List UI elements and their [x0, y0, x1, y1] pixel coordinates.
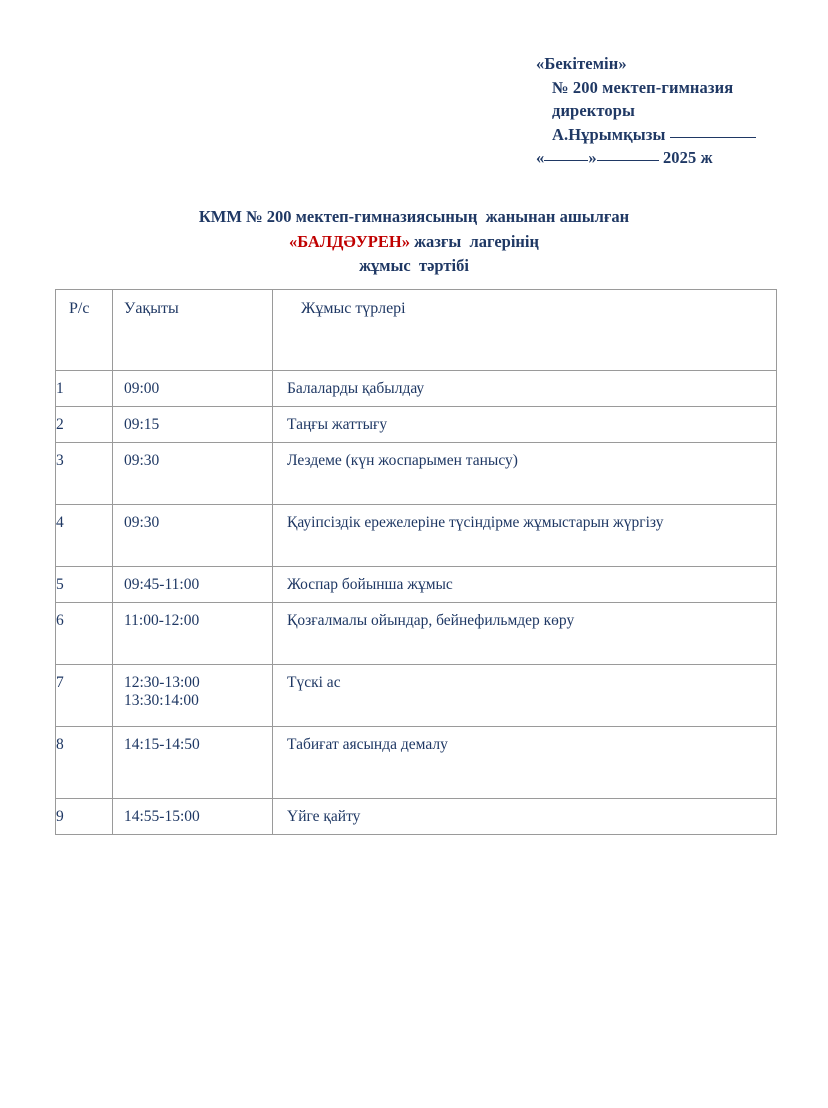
row-work-cell: [273, 727, 777, 799]
row-work: Лездеме (күн жоспарымен танысу): [287, 452, 518, 469]
column-header-work: [273, 290, 777, 371]
table-row: [56, 799, 777, 835]
row-time: 09:15: [124, 416, 160, 433]
table-row: [56, 407, 777, 443]
row-time-secondary: 13:30:14:00: [124, 692, 199, 709]
row-time: 11:00-12:00: [124, 612, 200, 629]
column-header-time-label: Уақыты: [124, 300, 179, 317]
column-header-work-label: Жұмыс түрлері: [301, 300, 406, 317]
row-work-cell: [273, 407, 777, 443]
row-work: Қозғалмалы ойындар, бейнефильмдер көру: [287, 612, 575, 629]
table-header-row: [56, 290, 777, 371]
row-time-cell: [113, 407, 273, 443]
row-number: 4: [56, 514, 64, 531]
row-work-cell: [273, 799, 777, 835]
date-quote-open: «: [536, 148, 545, 167]
row-number-cell: [56, 443, 113, 505]
row-time: 09:30: [124, 514, 160, 531]
table-header: [56, 290, 777, 371]
row-work: Табиғат аясында демалу: [287, 736, 448, 753]
row-time-cell: [113, 371, 273, 407]
row-work-cell: [273, 665, 777, 727]
row-work: Қауіпсіздік ережелеріне түсіндірме жұмыстарын жүргізу: [287, 514, 664, 531]
row-time: 09:00: [124, 380, 160, 397]
row-number: 6: [56, 612, 64, 629]
row-time-cell: [113, 727, 273, 799]
camp-name-suffix: жазғы лагерінің: [409, 231, 540, 251]
column-header-no-label: Р/с: [69, 300, 90, 317]
row-number: 5: [56, 576, 64, 593]
row-number-cell: [56, 603, 113, 665]
row-number: 9: [56, 808, 64, 825]
row-number-cell: [56, 567, 113, 603]
row-time-cell: [113, 567, 273, 603]
row-number: 7: [56, 674, 64, 691]
row-time-cell: [113, 505, 273, 567]
row-work: Түскі ас: [287, 674, 341, 691]
title-line-2: [0, 230, 828, 255]
approval-signatory-name: А.Нұрымқызы: [552, 124, 666, 144]
row-number-cell: [56, 799, 113, 835]
row-work: Жоспар бойынша жұмыс: [287, 576, 453, 593]
date-quote-close: »: [588, 148, 597, 167]
table-row: [56, 505, 777, 567]
date-year: 2025 ж: [662, 148, 713, 167]
title-line-3: жұмыс тәртібі: [359, 256, 469, 275]
row-time-cell: [113, 665, 273, 727]
row-number-cell: [56, 665, 113, 727]
approval-block: [536, 52, 826, 170]
row-time: 09:45-11:00: [124, 576, 200, 593]
row-number-cell: [56, 407, 113, 443]
table-row: [56, 727, 777, 799]
table-row: [56, 567, 777, 603]
row-time: 09:30: [124, 452, 160, 469]
row-time: 14:15-14:50: [124, 736, 200, 753]
row-work-cell: [273, 371, 777, 407]
approval-line-date: [536, 146, 826, 170]
row-time: [113, 665, 272, 710]
row-number: 8: [56, 736, 64, 753]
row-work: Балаларды қабылдау: [287, 380, 425, 397]
row-number-cell: [56, 727, 113, 799]
schedule-table: [55, 289, 777, 835]
row-number: 2: [56, 416, 64, 433]
row-work: Таңғы жаттығу: [287, 416, 388, 433]
row-time-cell: [113, 443, 273, 505]
row-time-cell: [113, 799, 273, 835]
row-work-cell: [273, 567, 777, 603]
row-time-cell: [113, 603, 273, 665]
signature-blank-line: [670, 137, 756, 138]
row-work-cell: [273, 603, 777, 665]
approval-line-position: директоры: [552, 101, 635, 120]
table-row: [56, 443, 777, 505]
table-row: [56, 665, 777, 727]
table-body: [56, 371, 777, 835]
column-header-no: [56, 290, 113, 371]
row-number-cell: [56, 505, 113, 567]
row-number: 1: [56, 380, 64, 397]
row-work-cell: [273, 505, 777, 567]
row-number-cell: [56, 371, 113, 407]
row-time-primary: 12:30-13:00: [124, 674, 200, 691]
page-title: [0, 205, 828, 279]
table-row: [56, 371, 777, 407]
date-month-blank: [597, 160, 659, 161]
title-line-1: КММ № 200 мектеп-гимназиясының жанынан ашылған: [198, 207, 630, 226]
approval-line-school: № 200 мектеп-гимназия: [552, 77, 734, 97]
camp-name-highlight: «БАЛДӘУРЕН»: [288, 231, 410, 251]
row-time: 14:55-15:00: [124, 808, 200, 825]
row-work: Үйге қайту: [287, 808, 361, 825]
table-row: [56, 603, 777, 665]
date-day-blank: [544, 160, 588, 161]
row-work-cell: [273, 443, 777, 505]
row-number: 3: [56, 452, 64, 469]
column-header-time: [113, 290, 273, 371]
approval-line-bekitemin: «Бекітемін»: [536, 54, 627, 73]
approval-line-signatory: [536, 123, 826, 147]
